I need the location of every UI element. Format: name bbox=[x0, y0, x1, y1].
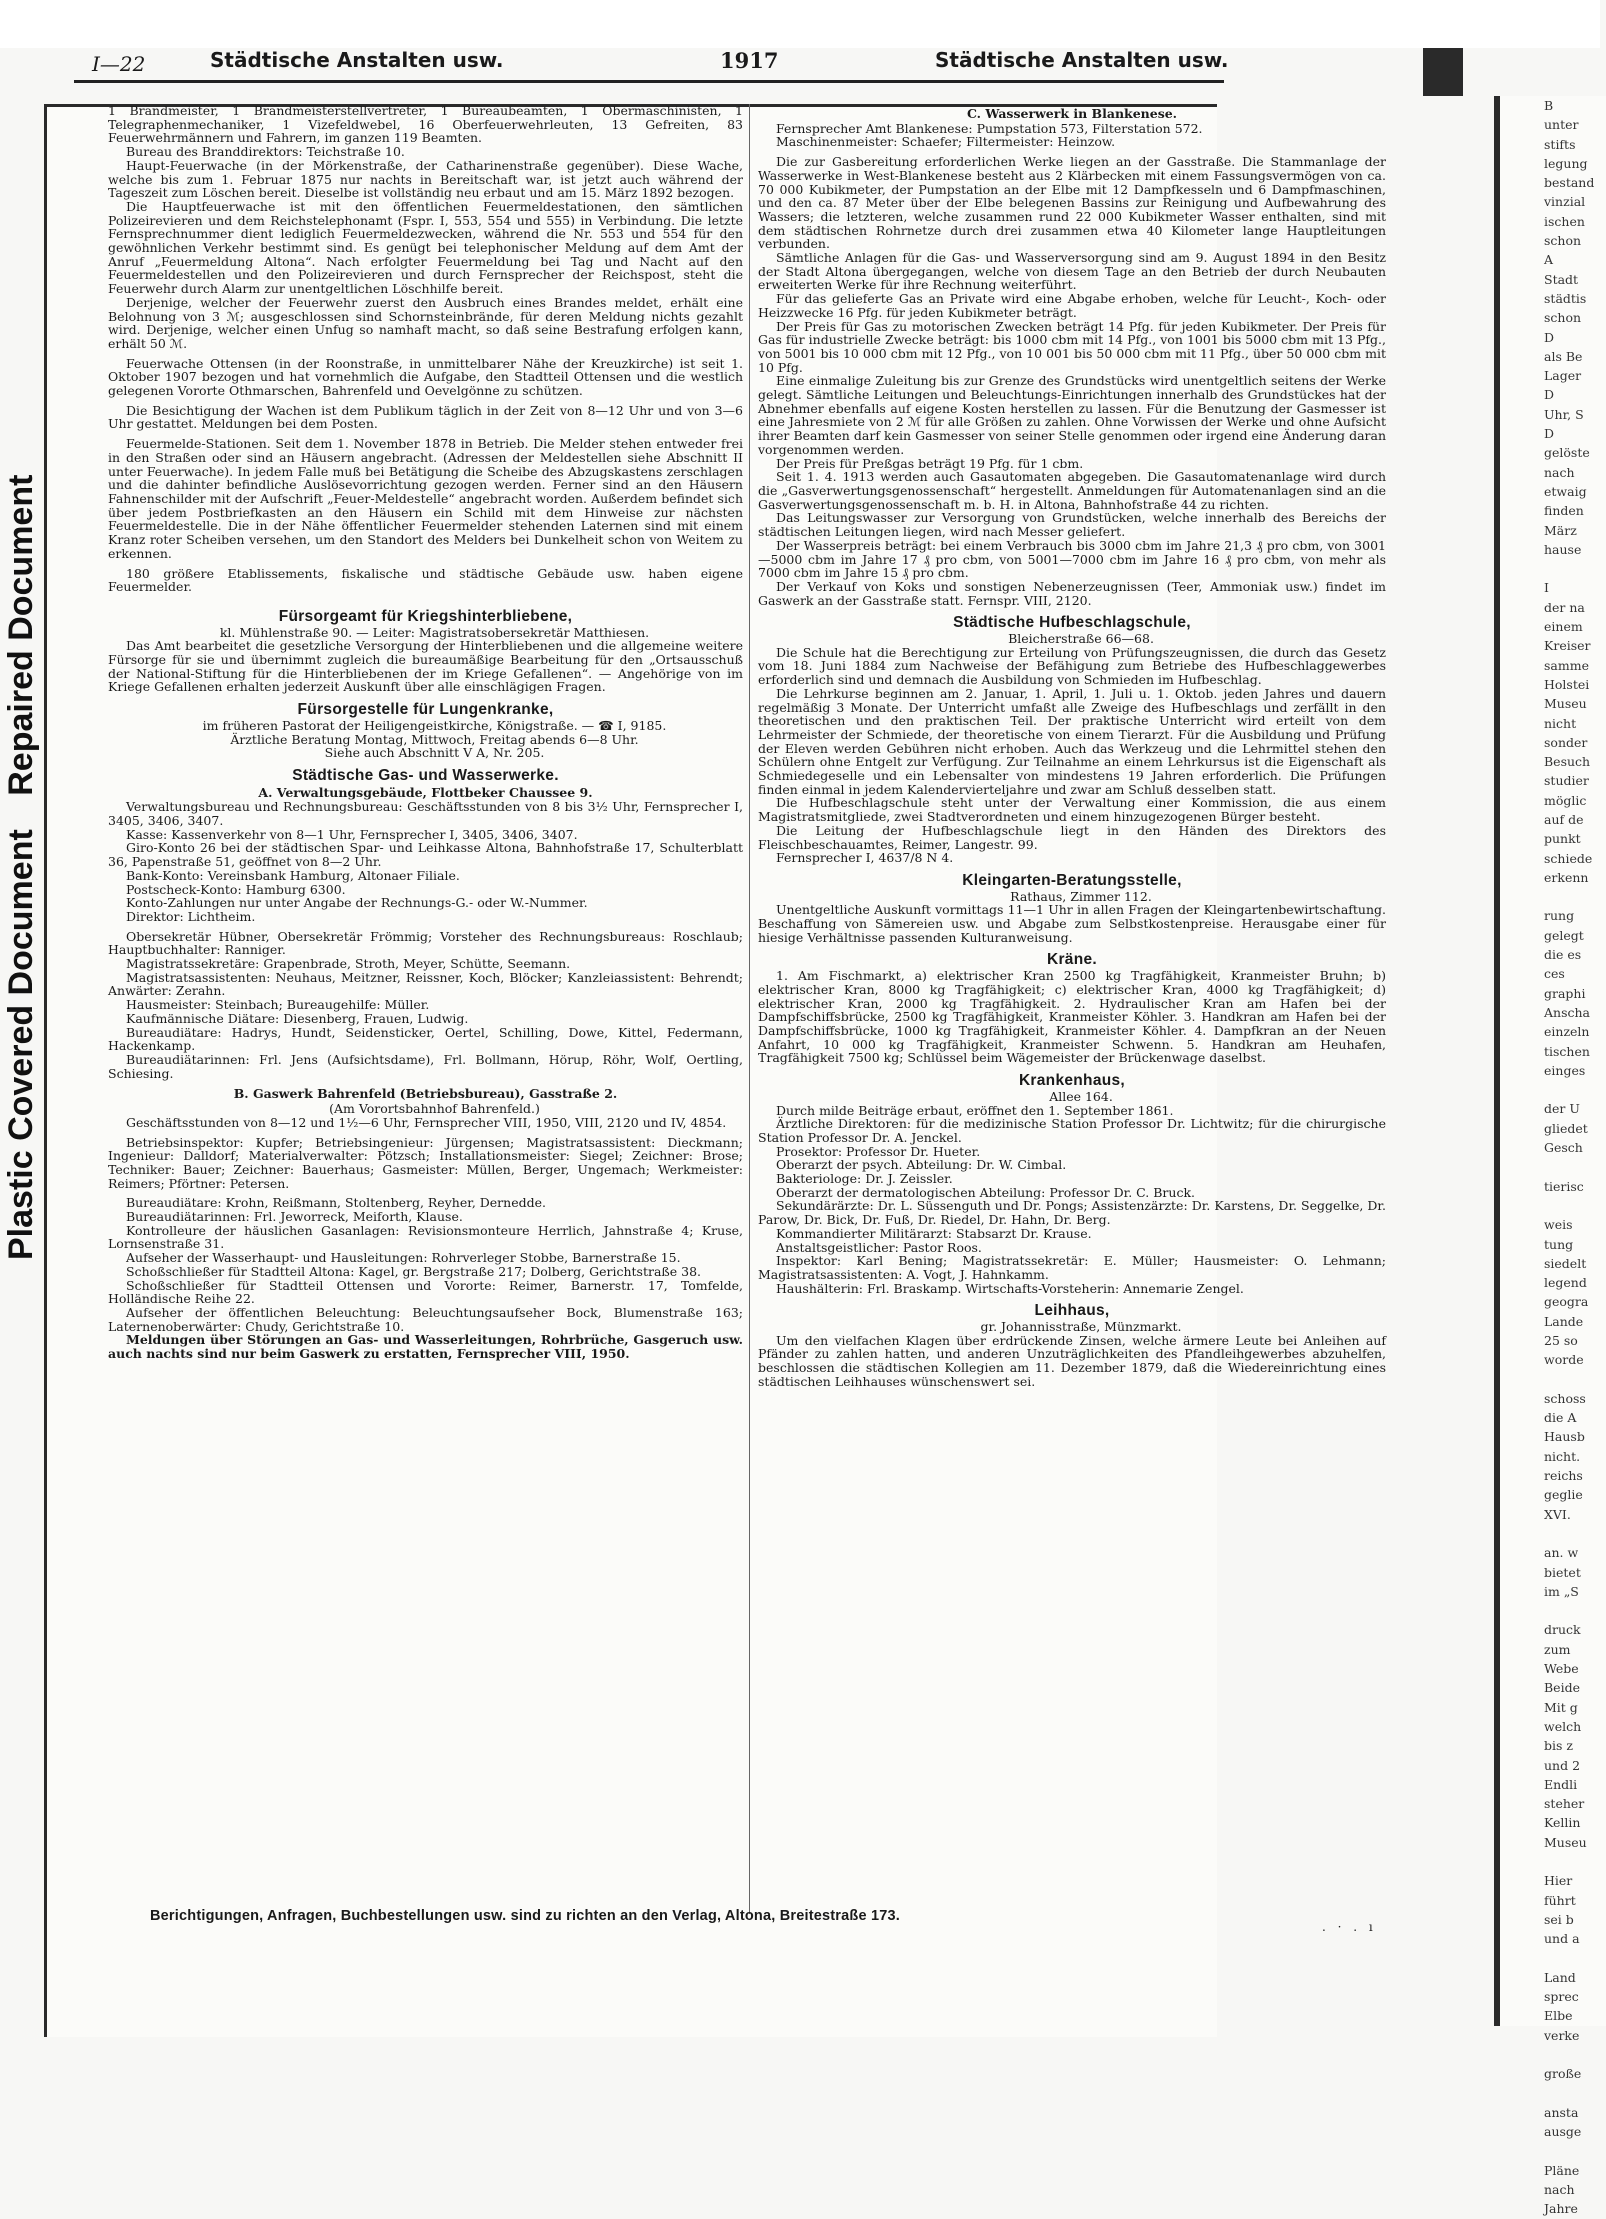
adjacent-page-fragment: hause bbox=[1544, 541, 1582, 557]
adjacent-page-fragment: Hier bbox=[1544, 1873, 1573, 1889]
adjacent-page-fragment: Hausb bbox=[1544, 1429, 1585, 1445]
adjacent-page-fragment: Endli bbox=[1544, 1776, 1578, 1792]
section-title-kraene: Kräne. bbox=[1046, 951, 1098, 969]
paragraph: Der Wasserpreis beträgt: bei einem Verbrauch bis 3000 cbm im Jahre 21,3 ₰ pro cbm, von 3001—5000 cbm im Jahre 17 ₰ pro cbm, von 5001—7000 cbm im Jahre 16 ₰ pro cbm, von mehr als 7000 cbm im Jahre 15 ₰ pro cbm. bbox=[758, 537, 1386, 581]
adjacent-page-fragment: Holstei bbox=[1544, 676, 1590, 692]
paragraph: Fernsprecher I, 4637/8 N 4. bbox=[776, 850, 954, 866]
adjacent-page-fragment: Uhr, S bbox=[1544, 406, 1584, 422]
adjacent-page-fragment: große bbox=[1544, 2066, 1582, 2082]
adjacent-page-fragment: Lande bbox=[1544, 1313, 1584, 1329]
paragraph: Bureau des Branddirektors: Teichstraße 10. bbox=[126, 144, 405, 160]
adjacent-page-fragment: Jahre bbox=[1544, 2201, 1578, 2217]
section-title-leihhaus: Leihhaus, bbox=[1034, 1302, 1110, 1320]
paragraph: Oberarzt der dermatologischen Abteilung: Professor Dr. C. Bruck. bbox=[776, 1184, 1195, 1200]
adjacent-page-fragment: und 2 bbox=[1544, 1757, 1581, 1773]
adjacent-page-fragment: Anscha bbox=[1544, 1004, 1590, 1020]
adjacent-page-fragment: gelegt bbox=[1544, 927, 1584, 943]
adjacent-page-fragment: sei b bbox=[1544, 1911, 1574, 1927]
paragraph: Durch milde Beiträge erbaut, eröffnet den 1. September 1861. bbox=[776, 1102, 1174, 1118]
paragraph: Seit 1. 4. 1913 werden auch Gasautomaten abgegeben. Die Gasautomatenanlage wird durch die „Gasverwertungsgenossenschaft“ hergestellt. Anmeldungen für Automatenanlagen sind an die Gasverwertungsgenossenschaft m. b. H. in Altona, Bahnhofstraße 44 zu richten. bbox=[758, 469, 1386, 512]
adjacent-page-fragment: stifts bbox=[1544, 136, 1576, 152]
adjacent-page-fragment: und a bbox=[1544, 1931, 1580, 1947]
adjacent-page-fragment: siedelt bbox=[1544, 1255, 1587, 1271]
section-address: gr. Johannisstraße, Münzmarkt. bbox=[980, 1319, 1182, 1335]
section-title-kleingarten: Kleingarten-Beratungsstelle, bbox=[962, 871, 1182, 889]
adjacent-page-fragment: nicht bbox=[1544, 715, 1577, 731]
adjacent-page-fragment: druck bbox=[1544, 1622, 1581, 1638]
adjacent-page-fragment: D bbox=[1544, 426, 1555, 442]
adjacent-page-fragment bbox=[1500, 1524, 1606, 1543]
adjacent-page-fragment: samme bbox=[1544, 657, 1589, 673]
adjacent-page-fragment: schon bbox=[1544, 233, 1582, 249]
adjacent-page-fragment: steher bbox=[1544, 1796, 1585, 1812]
adjacent-page-fragment: der na bbox=[1544, 599, 1585, 615]
side-label-plastic: Plastic Covered Document bbox=[2, 829, 40, 1260]
adjacent-page-fragment: B bbox=[1544, 98, 1554, 113]
adjacent-page-fragment: erkenn bbox=[1544, 869, 1589, 885]
adjacent-page-fragment: gliedet bbox=[1544, 1120, 1588, 1136]
year-heading: 1917 bbox=[720, 48, 779, 73]
adjacent-page-fragment: Mit g bbox=[1544, 1699, 1578, 1715]
paragraph: Der Preis für Preßgas beträgt 19 Pfg. für 1 cbm. bbox=[776, 455, 1084, 471]
adjacent-page-fragment: Gesch bbox=[1544, 1140, 1583, 1156]
paragraph: Die Besichtigung der Wachen ist dem Publikum täglich in der Zeit von 8—12 Uhr und von 3—6 Uhr gestattet. Meldungen bei dem Posten. bbox=[108, 402, 743, 432]
paragraph: Siehe auch Abschnitt V A, Nr. 205. bbox=[324, 745, 545, 761]
paragraph: Feuermelde-Stationen. Seit dem 1. November 1878 in Betrieb. Die Melder stehen entweder frei in den Straßen oder sind an Häusern angebracht. (Adressen der Meldestellen siehe Abschnitt II unter Feuerwache). In jedem Falle muß bei Betätigung die Scheibe des Abzugskastens zerschlagen und die dahinter befindliche Auslösevorrichtung gezogen werden. Ferner sind an den Häusern Fahnenschilder mit der Aufschrift „Feuer-Meldestelle“ angebracht worden. Außerdem befindet sich über jedem Postbriefkasten an den Häusern ein Schild mit dem Hinweise zur nächsten Feuermeldestelle. Die in der Nähe öffentlicher Feuermelder stehenden Laternen sind mit einem Kranz roter Scheiben versehen, um den Standort des Melders bei Dunkelheit schon von Weitem zu erkennen. bbox=[108, 436, 743, 561]
scan-edge-mark bbox=[1423, 48, 1463, 96]
paragraph: Der Verkauf von Koks und sonstigen Nebenerzeugnissen (Teer, Ammoniak usw.) findet im Gaswerk an der Gasstraße statt. Fernspr. VIII, 2120. bbox=[758, 578, 1386, 608]
adjacent-page-fragment: einges bbox=[1544, 1062, 1586, 1078]
adjacent-page-fragment: welch bbox=[1544, 1718, 1582, 1734]
adjacent-page-fragment: Kreiser bbox=[1544, 638, 1591, 654]
adjacent-page-fragment: März bbox=[1544, 522, 1577, 538]
adjacent-page-fragment: Besuch bbox=[1544, 754, 1591, 770]
header-rule bbox=[74, 80, 1224, 83]
adjacent-page-fragment: führt bbox=[1544, 1892, 1576, 1908]
adjacent-page-fragment: der U bbox=[1544, 1101, 1580, 1117]
adjacent-page-fragment bbox=[1500, 1852, 1606, 1871]
adjacent-page-fragment: vinzial bbox=[1544, 194, 1586, 210]
adjacent-page-fragment: tischen bbox=[1544, 1043, 1590, 1059]
paragraph: Obersekretär Hübner, Obersekretär Frömmig; Vorsteher des Rechnungsbureaus: Roschlaub; Hauptbuchhalter: Ranniger. bbox=[108, 928, 743, 958]
adjacent-page-fragment bbox=[1500, 2045, 1606, 2064]
paragraph: Sämtliche Anlagen für die Gas- und Wasserversorgung sind am 9. August 1894 in den Besitz der Stadt Altona übergegangen, welche von diesem Tage an den Betrieb der durch Neubauten erweiterten Werke für ihre Rechnung weiterführt. bbox=[758, 250, 1386, 293]
adjacent-page-fragment: etwaig bbox=[1544, 483, 1587, 499]
adjacent-page-fragment: rung bbox=[1544, 908, 1575, 924]
adjacent-page-fragment: Webe bbox=[1544, 1661, 1579, 1677]
paragraph: Die Leitung der Hufbeschlagschule liegt in den Händen des Direktors des Fleischbeschauamtes, Reimer, Langestr. 99. bbox=[758, 822, 1386, 852]
paragraph: Bakteriologe: Dr. J. Zeissler. bbox=[776, 1171, 953, 1187]
paragraph: Hausmeister: Steinbach; Bureaugehilfe: Müller. bbox=[126, 997, 430, 1013]
paragraph: Ärztliche Direktoren: für die medizinische Station Professor Dr. Lichtwitz; für die chirurgische Station Professor Dr. A. Jenckel. bbox=[758, 1116, 1386, 1145]
adjacent-page-fragment: nach bbox=[1544, 464, 1575, 480]
section-title-hufbeschlag: Städtische Hufbeschlagschule, bbox=[953, 614, 1191, 632]
paragraph: Bureaudiätarinnen: Frl. Jens (Aufsichtsdame), Frl. Bollmann, Hörup, Röhr, Wolf, Oertling, Schiesing. bbox=[108, 1052, 743, 1081]
adjacent-page-fragment: tierisc bbox=[1544, 1178, 1584, 1194]
adjacent-page-fragment: auf de bbox=[1544, 811, 1584, 827]
paragraph: Unentgeltliche Auskunft vormittags 11—1 Uhr in allen Fragen der Kleingartenbewirtschaftung. Beschaffung von Sämereien usw. und Abgabe zum Selbstkostenpreise. Herausgabe einer für hiesige Verhältnisse passenden Kulturanweisung. bbox=[758, 902, 1386, 945]
subsection-note: (Am Vorortsbahnhof Bahrenfeld.) bbox=[329, 1101, 540, 1117]
paragraph: Sekundärärzte: Dr. L. Süssenguth und Dr. Pongs; Assistenzärzte: Dr. Karstens, Dr. Seggelke, Dr. Parow, Dr. Bick, Dr. Fuß, Dr. Riedel, Dr. Hahn, Dr. Berg. bbox=[758, 1198, 1386, 1228]
paragraph: Bureaudiätarinnen: Frl. Jeworreck, Meiforth, Klause. bbox=[126, 1209, 463, 1225]
adjacent-page-fragment: legend bbox=[1544, 1275, 1587, 1291]
adjacent-page-fragment: reichs bbox=[1544, 1468, 1583, 1484]
side-label bbox=[2, 30, 42, 1260]
adjacent-page-fragment bbox=[1500, 1370, 1606, 1389]
adjacent-page-fragment: I bbox=[1544, 580, 1549, 596]
adjacent-page-fragment: zum bbox=[1544, 1641, 1571, 1657]
adjacent-page-fragment: Stadt bbox=[1544, 271, 1579, 287]
adjacent-page-fragment: bestand bbox=[1544, 175, 1595, 191]
column-divider bbox=[749, 104, 750, 1914]
section-address: Rathaus, Zimmer 112. bbox=[1010, 888, 1152, 904]
paragraph: Derjenige, welcher der Feuerwehr zuerst den Ausbruch eines Brandes meldet, erhält eine Belohnung von 3 ℳ; ausgeschlossen sind Schornsteinbrände, für deren Meldung nichts gezahlt wird. Derjenige, welcher einen Unfug so namhaft macht, so daß seine Bestrafung erfolgen kann, erhält 50 ℳ. bbox=[108, 294, 743, 351]
adjacent-page-fragment bbox=[1500, 887, 1606, 906]
paragraph: Der Preis für Gas zu motorischen Zwecken beträgt 14 Pfg. für jeden Kubikmeter. Der Preis für Gas für industrielle Zwecke beträgt: bis 1000 cbm mit 14 Pfg., von 1001 bis 5000 cbm mit 13 Pfg., von 5001 bis 10 000 cbm mit 12 Pfg., von 10 001 bis 50 000 cbm mit 11 Pfg., über 50 000 cbm mit 10 Pfg. bbox=[758, 318, 1386, 375]
adjacent-page-fragment: D bbox=[1544, 329, 1555, 345]
top-margin bbox=[0, 0, 1600, 48]
adjacent-page-fragment: Museu bbox=[1544, 1834, 1587, 1850]
adjacent-page-fragment bbox=[1500, 1196, 1606, 1215]
adjacent-page-fragment: Elbe bbox=[1544, 2008, 1573, 2024]
adjacent-page-fragment: städtis bbox=[1544, 290, 1587, 306]
paragraph: Für das gelieferte Gas an Private wird eine Abgabe erhoben, welche für Leucht-, Koch- oder Heizzwecke 16 Pfg. für jeden Kubikmeter beträgt. bbox=[758, 291, 1386, 320]
paragraph: Aufseher der öffentlichen Beleuchtung: Beleuchtungsaufseher Bock, Blumenstraße 163; Laternenoberwärter: Chudy, Gerichtstraße 10. bbox=[108, 1304, 743, 1334]
paragraph: Schoßschließer für Stadtteil Altona: Kagel, gr. Bergstraße 217; Dolberg, Gerichtstraße 38. bbox=[126, 1263, 702, 1279]
paragraph: Kommandierter Militärarzt: Stabsarzt Dr. Krause. bbox=[776, 1225, 1092, 1241]
adjacent-page-fragment bbox=[1500, 2141, 1606, 2160]
section-address: kl. Mühlenstraße 90. — Leiter: Magistratsobersekretär Matthiesen. bbox=[219, 624, 650, 640]
paragraph: Oberarzt der psych. Abteilung: Dr. W. Cimbal. bbox=[776, 1157, 1067, 1173]
adjacent-page-fragment: sonder bbox=[1544, 734, 1588, 750]
running-title-right: Städtische Anstalten usw. bbox=[935, 48, 1229, 72]
paragraph: 1. Am Fischmarkt, a) elektrischer Kran 2500 kg Tragfähigkeit, Kranmeister Bruhn; b) elektrischer Kran, 8000 kg Tragfähigkeit; c) elektrischer Kran, 4000 kg Tragfähigkeit; d) elektrischer Kran, 2000 kg Tragfähigkeit. 2. Hydraulischer Kran am Hafen bei der Dampfschiffsbrücke, 2500 kg Tragfähigkeit, Kranmeister Köhler. 3. Handkran am Hafen bei der Dampfschiffsbrücke, 1000 kg Tragfähigkeit, Kranmeister Köhler. 4. Dampfkran an der Neuen Anfahrt, 10 000 kg Tragfähigkeit, Kranmeister Schwenn. 5. Handkran am Heuhafen, Tragfähigkeit 7500 kg; Schlüssel beim Wägemeister der Brückenwage daselbst. bbox=[758, 968, 1386, 1066]
paragraph: 180 größere Etablissements, fiskalische und städtische Gebäude usw. haben eigene Feuermelder. bbox=[108, 565, 743, 595]
running-title-left: Städtische Anstalten usw. bbox=[210, 48, 504, 72]
adjacent-page-fragment: geglie bbox=[1544, 1487, 1583, 1503]
adjacent-page-fragment: geogra bbox=[1544, 1294, 1589, 1310]
adjacent-page-fragment: ces bbox=[1544, 966, 1565, 982]
paragraph: Feuerwache Ottensen (in der Roonstraße, in unmittelbarer Nähe der Kreuzkirche) ist seit 1. Oktober 1907 bezogen und hat vornehmlich die Aufgabe, den Stadtteil Ottensen und die westlich gelegenen Vororte Othmarschen, Bahrenfeld und Oevelgönne zu schützen. bbox=[108, 355, 743, 399]
adjacent-page-fragment: möglic bbox=[1544, 792, 1587, 808]
paragraph: Ärztliche Beratung Montag, Mittwoch, Freitag abends 6—8 Uhr. bbox=[230, 731, 639, 747]
adjacent-page-fragment: sprec bbox=[1544, 1989, 1579, 2005]
adjacent-page-fragment: 25 so bbox=[1544, 1333, 1578, 1348]
notice-paragraph: Meldungen über Störungen an Gas- und Wasserleitungen, Rohrbrüche, Gasgeruch usw. auch nachts sind nur beim Gaswerk zu erstatten, Fernsprecher VIII, 1950. bbox=[108, 1332, 743, 1362]
adjacent-page-fragment: an. w bbox=[1544, 1545, 1579, 1561]
paragraph: Betriebsinspektor: Kupfer; Betriebsingenieur: Jürgensen; Magistratsassistent: Dieckmann; Ingenieur: Dalldorf; Materialverwalter: Pötzsch; Installationsmeister: Siegel; Zeichner: Brose; Techniker: Bauer; Zeichner: Bauerhaus; Gasmeister: Müllen, Berger, Ungemach; Werkmeister: Reimers; Pförtner: Petersen. bbox=[108, 1134, 743, 1191]
adjacent-page-fragment: Museu bbox=[1544, 696, 1587, 712]
paragraph: Die Schule hat die Berechtigung zur Erteilung von Prüfungszeugnissen, die durch das Gesetz vom 18. Juni 1884 zum Nachweise der Befähigung zum Betriebe des Hufbeschlaggewerbes erforderlich sind und demnach die Ausbildung von Schmieden im Hufbeschlag. bbox=[758, 644, 1386, 688]
paragraph: Das Amt bearbeitet die gesetzliche Versorgung der Hinterbliebenen und die allgemeine weitere Fürsorge für sie und übernimmt zugleich die bureaumäßige Bearbeitung für den „Ortsausschuß der National-Stiftung für die Hinterbliebenen der im Kriege Gefallenen“. — Angehörige von im Kriege Gefallenen erhalten jederzeit Auskunft über alle einschlägigen Fragen. bbox=[108, 638, 743, 695]
adjacent-page-fragment: D bbox=[1544, 387, 1555, 403]
adjacent-page-fragment: als Be bbox=[1544, 348, 1583, 364]
adjacent-page-fragment: einem bbox=[1544, 619, 1583, 635]
paragraph: Die Hauptfeuerwache ist mit den öffentlichen Feuermeldestationen, den sämtlichen Polizeirevieren und dem Reichstelephonamt (Fspr. I, 553, 554 und 555) in Verbindung. Die letzte Fernsprechnummer dient lediglich Feuermeldezwecken, während die Nr. 553 und 554 für den gewöhnlichen Verkehr bestimmt sind. Es genügt bei telephonischer Meldung auf dem Amt der Anruf „Feuermeldung Altona“. Nach erfolgter Feuermeldung bei Tag und Nacht auf den Feuermeldestellen und den Polizeirevieren und durch Fernsprecher der Reichspost, steht die Feuerwehr durch Alarm zur unentgeltlichen Löschhilfe bereit. bbox=[108, 198, 743, 297]
paragraph: Bank-Konto: Vereinsbank Hamburg, Altonaer Filiale. bbox=[126, 867, 460, 883]
adjacent-page-fragment: bis z bbox=[1544, 1738, 1573, 1754]
adjacent-page-fragment: graphi bbox=[1544, 985, 1586, 1001]
footer-notice: Berichtigungen, Anfragen, Buchbestellungen usw. sind zu richten an den Verlag, Altona, Breitestraße 173. bbox=[150, 1908, 900, 1924]
paragraph: Konto-Zahlungen nur unter Angabe der Rechnungs-G.- oder W.-Nummer. bbox=[126, 895, 588, 911]
adjacent-page-fragment: studier bbox=[1544, 773, 1589, 789]
paragraph: Magistratssekretäre: Grapenbrade, Stroth, Meyer, Schütte, Seemann. bbox=[126, 956, 571, 972]
adjacent-page-fragment: gelöste bbox=[1544, 445, 1590, 461]
section-title-gaswerke: Städtische Gas- und Wasserwerke. bbox=[292, 766, 559, 784]
section-address: Allee 164. bbox=[1049, 1088, 1113, 1104]
paragraph: Das Leitungswasser zur Versorgung von Grundstücken, welche innerhalb des Bereichs der städtischen Leitungen liegen, wird nach Messer geliefert. bbox=[758, 510, 1386, 540]
adjacent-page-fragment: die A bbox=[1544, 1410, 1577, 1426]
adjacent-page-fragment: finden bbox=[1544, 503, 1584, 519]
paragraph: Haupt-Feuerwache (in der Mörkenstraße, der Catharinenstraße gegenüber). Diese Wache, welche bis zum 1. Februar 1875 nur nachts in Bereitschaft war, ist jetzt auch während der Tageszeit zum Löschen bereit. Dieselbe ist vollständig neu erbaut und am 15. März 1892 bezogen. bbox=[108, 157, 743, 201]
paragraph: Direktor: Lichtheim. bbox=[126, 908, 256, 924]
section-address: im früheren Pastorat der Heiligengeistkirche, Königstraße. — ☎ I, 9185. bbox=[202, 717, 667, 733]
subsection-title-c: C. Wasserwerk in Blankenese. bbox=[966, 106, 1178, 121]
left-column bbox=[108, 104, 743, 1904]
adjacent-page-fragment: verke bbox=[1544, 2027, 1580, 2043]
paragraph: Geschäftsstunden von 8—12 und 1½—6 Uhr, Fernsprecher VIII, 1950, VIII, 2120 und IV, 4854. bbox=[126, 1114, 727, 1130]
section-address: Bleicherstraße 66—68. bbox=[1008, 631, 1154, 647]
paragraph: Maschinenmeister: Schaefer; Filtermeister: Heinzow. bbox=[776, 134, 1116, 150]
adjacent-page-fragment: unter bbox=[1544, 117, 1579, 133]
paragraph: Bureaudiätare: Krohn, Reißmann, Stoltenberg, Reyher, Dernedde. bbox=[126, 1195, 546, 1211]
adjacent-page-fragment: Pläne bbox=[1544, 2162, 1580, 2178]
paragraph: 1 Brandmeister, 1 Brandmeisterstellvertreter, 1 Bureaubeamten, 1 Obermaschinisten, 1 Telegraphenmechaniker, 1 Vizefeldwebel, 16 Oberfeuerwehrleuten, 13 Gefreiten, 83 Feuerwehrmännern und Fahrern, im ganzen 119 Beamten. bbox=[108, 103, 743, 146]
adjacent-page-fragment: legung bbox=[1544, 155, 1588, 171]
paragraph: Die Hufbeschlagschule steht unter der Verwaltung einer Kommission, die aus einem Magistratsmitgliede, zwei Stadtverordneten und einem hinzugezogenen Bürger besteht. bbox=[758, 795, 1386, 825]
side-label-repaired: Repaired Document bbox=[2, 474, 40, 796]
paragraph: Verwaltungsbureau und Rechnungsbureau: Geschäftsstunden von 8 bis 3½ Uhr, Fernsprecher I, 3405, 3406, 3407. bbox=[108, 799, 743, 829]
adjacent-page-fragment: schiede bbox=[1544, 850, 1593, 866]
adjacent-page-fragment: A bbox=[1544, 252, 1554, 268]
paragraph: Kaufmännische Diätare: Diesenberg, Frauen, Ludwig. bbox=[126, 1010, 469, 1026]
paragraph: Um den vielfachen Klagen über erdrückende Zinsen, welche ärmere Leute bei Anleihen auf Pfänder zu zahlen hatten, und anderen Unzuträglichkeiten des Pfandleihgewerbes abzuhelfen, beschlossen die städtischen Kollegien am 11. Dezember 1879, daß die Wiedereinrichtung eines städtischen Leihhauses wünschenswert sei. bbox=[758, 1332, 1386, 1389]
adjacent-page-fragment: Beide bbox=[1544, 1680, 1580, 1696]
paragraph: Aufseher der Wasserhaupt- und Hausleitungen: Rohrverleger Stobbe, Barnerstraße 15. bbox=[126, 1250, 681, 1266]
paragraph: Bureaudiätare: Hadrys, Hundt, Seidensticker, Oertel, Schilling, Dowe, Kittel, Federmann, Hackenkamp. bbox=[108, 1024, 743, 1054]
adjacent-page-fragment: schon bbox=[1544, 310, 1582, 326]
paragraph: Anstaltsgeistlicher: Pastor Roos. bbox=[776, 1239, 982, 1255]
adjacent-page-fragment bbox=[1500, 1601, 1606, 1620]
adjacent-page-fragment: ansta bbox=[1544, 2104, 1579, 2120]
adjacent-page-fragment: einzeln bbox=[1544, 1024, 1590, 1040]
paragraph: Haushälterin: Frl. Braskamp. Wirtschafts-Vorsteherin: Annemarie Zengel. bbox=[776, 1280, 1244, 1296]
paragraph: Inspektor: Karl Bening; Magistratssekretär: E. Müller; Hausmeister: O. Lehmann; Magistratsassistenten: A. Vogt, J. Hahnkamm. bbox=[758, 1253, 1386, 1282]
adjacent-page-fragment: schoss bbox=[1544, 1390, 1586, 1406]
adjacent-page-fragment: worde bbox=[1544, 1352, 1584, 1368]
paragraph: Fernsprecher Amt Blankenese: Pumpstation 573, Filterstation 572. bbox=[776, 120, 1203, 136]
adjacent-page-fragment: bietet bbox=[1544, 1564, 1581, 1580]
adjacent-page-fragment bbox=[1500, 559, 1606, 578]
adjacent-page-edge bbox=[1494, 96, 1606, 2217]
section-title-fuersorgestelle: Fürsorgestelle für Lungenkranke, bbox=[297, 701, 554, 719]
adjacent-page-fragment: nach bbox=[1544, 2182, 1575, 2198]
adjacent-page-fragment: weis bbox=[1544, 1217, 1573, 1233]
adjacent-page-fragment: nicht. bbox=[1544, 1448, 1581, 1464]
adjacent-page-fragment bbox=[1500, 1949, 1606, 1968]
paragraph: Magistratsassistenten: Neuhaus, Meitzner, Reissner, Koch, Blöcker; Kanzleiassistent: Behrendt; Anwärter: Zerahn. bbox=[108, 969, 743, 999]
adjacent-page-fragment bbox=[1500, 2084, 1606, 2103]
adjacent-page-fragment: die es bbox=[1544, 947, 1582, 963]
adjacent-page-fragment: Land bbox=[1544, 1969, 1576, 1985]
right-column bbox=[758, 104, 1386, 1904]
subsection-title-a: A. Verwaltungsgebäude, Flottbeker Chaussee 9. bbox=[258, 784, 593, 800]
adjacent-page-fragment bbox=[1500, 1157, 1606, 1176]
adjacent-page-fragment: punkt bbox=[1544, 831, 1581, 847]
adjacent-page-fragment: Kellin bbox=[1544, 1815, 1581, 1831]
page-number: I—22 bbox=[92, 52, 146, 76]
section-title-krankenhaus: Krankenhaus, bbox=[1018, 1072, 1126, 1090]
paragraph: Schoßschließer für Stadtteil Ottensen und Vororte: Reimer, Barnerstr. 17, Tomfelde, Holländische Reihe 22. bbox=[108, 1277, 743, 1307]
adjacent-page-fragment: ausge bbox=[1544, 2124, 1582, 2140]
adjacent-page-fragment bbox=[1500, 1080, 1606, 1099]
paragraph: Kontrolleure der häuslichen Gasanlagen: Revisionsmonteure Herrlich, Jahnstraße 4; Kruse, Lornsenstraße 31. bbox=[108, 1222, 743, 1252]
paragraph: Postscheck-Konto: Hamburg 6300. bbox=[126, 881, 346, 897]
adjacent-page-fragment: tung bbox=[1544, 1236, 1574, 1252]
adjacent-page-fragment: Lager bbox=[1544, 368, 1582, 384]
subsection-title-b: B. Gaswerk Bahrenfeld (Betriebsbureau), Gasstraße 2. bbox=[233, 1086, 618, 1102]
paragraph: Prosektor: Professor Dr. Hueter. bbox=[776, 1143, 981, 1159]
paragraph: Die zur Gasbereitung erforderlichen Werke liegen an der Gasstraße. Die Stammanlage der Wasserwerke in West-Blankenese besteht aus 2 Klärbecken mit einem Fassungsvermögen von ca. 70 000 Kubikmeter, der Pumpstation an der Elbe mit 12 Dampfkesseln und 6 Dampfmaschinen, und den ca. 87 Meter über der Elbe belegenen Bassins zur Reinigung und Aufbewahrung des Wassers; die letzteren, welche zusammen rund 22 000 Kubikmeter Wasser enthalten, sind mit dem städtischen Rohrnetze durch drei zusammen etwa 40 Kilometer lange Hauptleitungen verbunden. bbox=[758, 154, 1386, 252]
paragraph: Die Lehrkurse beginnen am 2. Januar, 1. April, 1. Juli u. 1. Oktob. jeden Jahres und dauern regelmäßig 3 Monate. Der Unterricht umfaßt alle Zweige des Hufbeschlags und zerfällt in den theoretischen und den praktischen Teil. Der praktische Unterricht wird erteilt von dem Lehrmeister der Schmiede, der theoretische von einem Tierarzt. Für die Ausbildung und Prüfung der Eleven werden Gebühren nicht erhoben. Auch das Werkzeug und die Lehrmittel stehen den Schülern ohne Entgelt zur Verfügung. Zur Teilnahme an einem Lehrkursus ist die Eigenschaft als Schmiedegeselle und ein Lebensalter von mindestens 19 Jahren erforderlich. Die Prüfungen finden einmal in jedem Kalendervierteljahre und zwar am Schluß desselben statt. bbox=[758, 685, 1386, 797]
paragraph: Kasse: Kassenverkehr von 8—1 Uhr, Fernsprecher I, 3405, 3406, 3407. bbox=[126, 826, 578, 842]
adjacent-page-fragment: im „S bbox=[1544, 1583, 1579, 1599]
adjacent-page-fragment: ischen bbox=[1544, 213, 1585, 229]
section-title-fuersorgeamt: Fürsorgeamt für Kriegshinterbliebene, bbox=[278, 607, 573, 625]
footer-marks: . · . ı bbox=[1322, 1920, 1377, 1934]
paragraph: Eine einmalige Zuleitung bis zur Grenze des Grundstücks wird unentgeltlich seitens der Werke gelegt. Sämtliche Leitungen und Beleuchtungs-Einrichtungen innerhalb des Grundstückes hat der Abnehmer ebenfalls auf eigene Kosten herstellen zu lassen. Für die Benutzung der Gasmesser ist eine Jahresmiete von 2 ℳ für alle Größen zu zahlen. Ohne Vorwissen der Werke und ohne Aufsicht ihrer Beamten darf kein Gasmesser von seiner Stelle genommen oder irgend eine Änderung daran vorgenommen werden. bbox=[758, 373, 1386, 457]
paragraph: Giro-Konto 26 bei der städtischen Spar- und Leihkasse Altona, Bahnhofstraße 17, Schulterblatt 36, Papenstraße 51, geöffnet von 8—2 Uhr. bbox=[108, 840, 743, 870]
adjacent-page-fragment: XVI. bbox=[1544, 1506, 1571, 1522]
